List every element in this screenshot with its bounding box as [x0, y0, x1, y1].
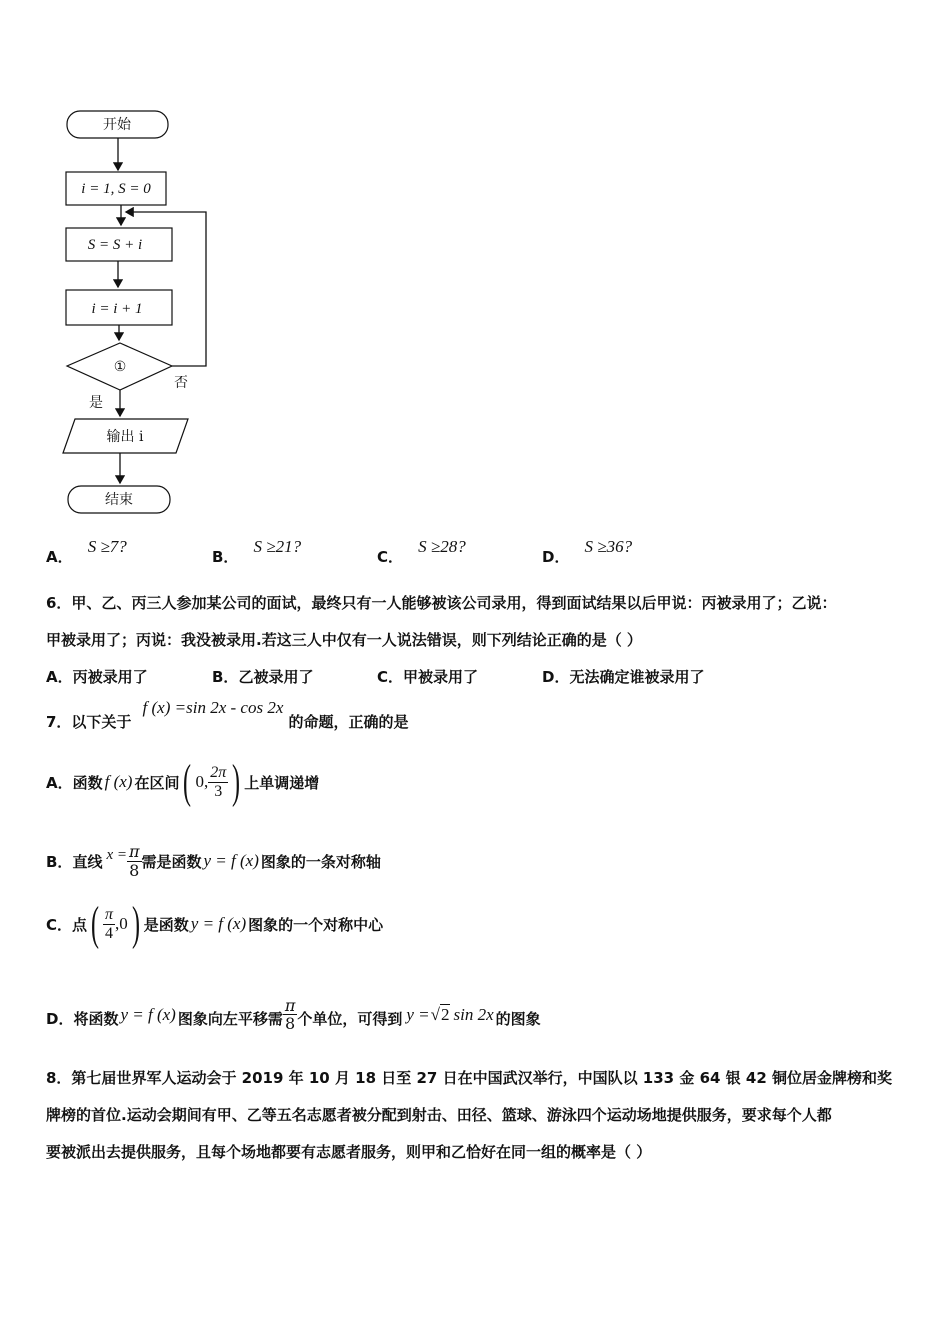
fraction-num: π [105, 905, 114, 923]
flow-sum-label: S = S + i [87, 237, 143, 253]
q7-suffix: 的命题，正确的是 [288, 713, 409, 731]
q8-line-3: 要被派出去提供服务，且每个场地都要有志愿者服务，则甲和乙恰好在同一组的概率是（ ） [46, 1143, 652, 1161]
q8-stem [46, 1060, 892, 1171]
sin-expr: sin 2x [453, 1005, 494, 1024]
option-text: 需是函数 [141, 852, 202, 871]
option-letter: B． [46, 852, 73, 871]
q7-prefix: 7．以下关于 [46, 713, 132, 731]
flow-increment-label: i = i + 1 [91, 301, 143, 317]
option-text: 在区间 [134, 773, 180, 792]
option-text: S ≥28? [418, 537, 466, 556]
option-letter: D． [542, 548, 570, 566]
q7-formula: f (x) =sin 2x - cos 2x [142, 698, 284, 717]
q5-option-d [542, 536, 633, 566]
option-letter: A． [46, 773, 73, 792]
option-letter: C． [46, 915, 73, 934]
flow-start-label: 开始 [103, 117, 131, 133]
fraction-den: 3 [214, 782, 223, 800]
fraction-den: 8 [285, 1014, 296, 1034]
option-text: 点 [72, 915, 88, 934]
option-text: 是函数 [143, 915, 189, 934]
point [87, 897, 144, 950]
flow-output-label: 输出 i [106, 429, 144, 445]
option-text: 无法确定谁被录用了 [569, 668, 705, 686]
sqrt-radicand: 2 [441, 1005, 450, 1024]
sqrt-expr: √2 [430, 1005, 450, 1024]
function-expr: y = f (x) [203, 851, 259, 871]
option-letter: A． [46, 548, 73, 566]
option-text: 函数 [72, 773, 103, 792]
q6-option-a [46, 666, 148, 687]
right-paren: ) [232, 755, 241, 808]
option-letter: A． [46, 668, 73, 686]
point-y: ,0 [115, 914, 128, 933]
function-expr: y = f (x) [190, 914, 247, 933]
option-letter: B． [212, 668, 239, 686]
interval-start: 0, [195, 772, 209, 791]
option-text: S ≥21? [253, 537, 302, 556]
q8-line-1: 8．第七届世界军人运动会于 2019 年 10 月 18 日至 27 日在中国武汉举行，中国队以 133 金 64 银 42 铜位居金牌榜和奖 [46, 1069, 892, 1087]
flow-init-label: i = 1, S = 0 [81, 181, 151, 197]
q5-option-c [377, 536, 466, 566]
option-text: 上单调递增 [244, 773, 320, 792]
left-paren: ( [183, 755, 192, 808]
flow-no-label: 否 [174, 375, 188, 391]
fraction-num: π [128, 842, 140, 861]
q7-option-d [46, 985, 541, 1033]
q8-line-2: 牌榜的首位.运动会期间有甲、乙等五名志愿者被分配到射击、田径、篮球、游泳四个运动场地提供服务，要求每个人都 [46, 1106, 832, 1124]
q5-option-b [212, 536, 302, 566]
q6-line-2: 甲被录用了；丙说：我没被录用.若这三人中仅有一人说法错误，则下列结论正确的是（ ） [46, 631, 642, 649]
fraction-num: π [284, 995, 296, 1015]
q6-stem [46, 585, 836, 659]
q7-option-c [46, 897, 384, 950]
option-text: 乙被录用了 [238, 668, 314, 686]
left-paren: ( [91, 897, 100, 950]
option-letter: D． [542, 668, 570, 686]
y-equals: y = [406, 1005, 430, 1024]
fraction-den: 4 [105, 924, 114, 942]
q7-option-b [46, 843, 381, 879]
q6-line-1: 6．甲、乙、丙三人参加某公司的面试，最终只有一人能够被该公司录用，得到面试结果以后甲说：丙被录用了；乙说： [46, 594, 837, 612]
fraction [283, 997, 298, 1033]
q6-option-c [377, 666, 478, 687]
q7-stem [46, 697, 409, 731]
fraction-num: 2π [210, 763, 227, 781]
fraction [208, 764, 228, 800]
q6-option-d [542, 666, 704, 687]
flow-end-label: 结束 [105, 492, 133, 508]
option-text: 的图象 [495, 1010, 541, 1028]
option-text: S ≥36? [584, 537, 633, 556]
q5-option-a [46, 536, 127, 566]
option-letter: B． [212, 548, 239, 566]
q6-option-b [212, 666, 313, 687]
option-text: 甲被录用了 [403, 668, 479, 686]
function-expr: y = f (x) [120, 1005, 176, 1024]
option-text: 丙被录用了 [72, 668, 148, 686]
q7-option-a [46, 755, 320, 808]
option-letter: C． [377, 548, 404, 566]
option-text: 直线 [72, 852, 103, 871]
interval [179, 755, 244, 808]
option-text: 将函数 [73, 1010, 119, 1028]
flow-condition-label: ① [113, 359, 127, 375]
option-text: 图象向左平移需 [177, 1010, 283, 1028]
option-text: 个单位，可得到 [297, 1010, 403, 1028]
function-expr: f (x) [104, 772, 133, 791]
option-text: S ≥7? [87, 537, 127, 556]
flow-yes-label: 是 [89, 395, 103, 411]
flowchart [40, 100, 240, 520]
option-letter: D． [46, 1010, 74, 1028]
right-paren: ) [131, 897, 140, 950]
fraction [103, 906, 115, 942]
option-text: 图象的一条对称轴 [260, 852, 381, 871]
fraction [127, 843, 142, 879]
fraction-den: 8 [129, 860, 140, 880]
x-equals: x = [106, 846, 127, 863]
option-letter: C． [377, 668, 404, 686]
option-text: 图象的一个对称中心 [248, 915, 384, 934]
